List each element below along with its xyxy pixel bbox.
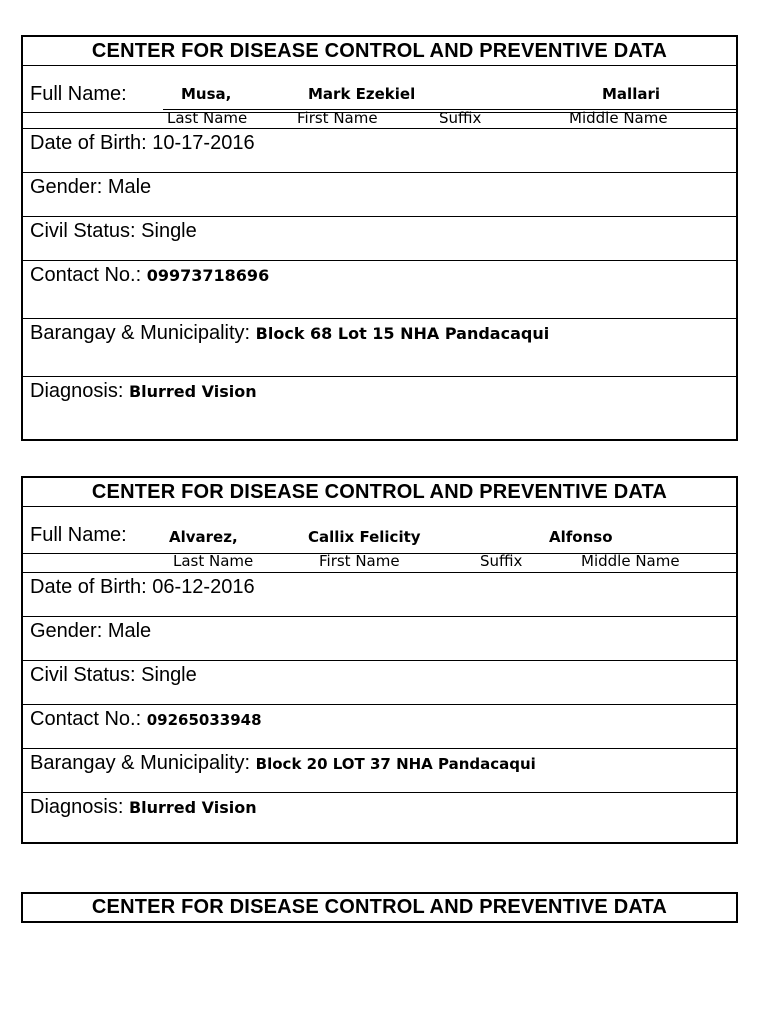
full-name-row <box>23 66 736 113</box>
date-of-birth-row <box>23 573 736 617</box>
diagnosis-label: Diagnosis: <box>30 380 124 402</box>
middle-name-value: Mallari <box>602 85 660 103</box>
last-name-caption: Last Name <box>167 109 248 127</box>
name-caption-row <box>23 552 736 573</box>
date-of-birth-field <box>30 131 255 155</box>
last-name-value: Musa, <box>181 85 232 103</box>
first-name-caption: First Name <box>297 109 378 127</box>
last-name-value: Alvarez, <box>169 528 238 546</box>
gender-value: Male <box>107 176 152 198</box>
record-title: CENTER FOR DISEASE CONTROL AND PREVENTIVE DATA <box>91 896 668 918</box>
date-of-birth-value: 06-12-2016 <box>152 576 255 598</box>
address-label: Barangay & Municipality: <box>30 322 251 344</box>
address-value: Block 68 Lot 15 NHA Pandacaqui <box>255 324 550 343</box>
gender-field <box>30 175 151 199</box>
patient-record-card-2 <box>21 476 738 844</box>
address-label: Barangay & Municipality: <box>30 752 251 774</box>
contact-label: Contact No.: <box>30 708 142 730</box>
full-name-label: Full Name: <box>30 83 127 105</box>
address-row <box>23 319 736 377</box>
gender-row <box>23 617 736 661</box>
full-name-label: Full Name: <box>30 524 127 546</box>
gender-label: Gender: <box>30 620 103 642</box>
contact-field <box>30 707 262 732</box>
first-name-value: Callix Felicity <box>308 528 421 546</box>
civil-status-value: Single <box>141 664 197 686</box>
last-name-caption: Last Name <box>173 552 254 570</box>
contact-field <box>30 263 269 288</box>
civil-status-row <box>23 661 736 705</box>
contact-value: 09265033948 <box>146 711 262 729</box>
civil-status-field <box>30 663 197 687</box>
date-of-birth-row <box>23 129 736 173</box>
gender-label: Gender: <box>30 176 103 198</box>
date-of-birth-field <box>30 575 255 599</box>
record-title: CENTER FOR DISEASE CONTROL AND PREVENTIVE DATA <box>23 37 736 66</box>
full-name-row <box>23 507 736 554</box>
contact-value: 09973718696 <box>146 266 270 285</box>
diagnosis-value: Blurred Vision <box>128 382 257 401</box>
address-field <box>30 751 536 776</box>
suffix-caption: Suffix <box>480 552 523 570</box>
diagnosis-field <box>30 379 257 404</box>
civil-status-value: Single <box>141 220 197 242</box>
civil-status-row <box>23 217 736 261</box>
patient-record-card-3 <box>21 892 738 923</box>
middle-name-value: Alfonso <box>549 528 613 546</box>
civil-status-label: Civil Status: <box>30 664 136 686</box>
address-row <box>23 749 736 793</box>
address-value: Block 20 LOT 37 NHA Pandacaqui <box>255 755 536 773</box>
gender-value: Male <box>107 620 152 642</box>
name-caption-row <box>23 109 736 129</box>
diagnosis-row <box>23 377 736 435</box>
date-of-birth-value: 10-17-2016 <box>152 132 255 154</box>
gender-row <box>23 173 736 217</box>
middle-name-caption: Middle Name <box>569 109 668 127</box>
suffix-caption: Suffix <box>439 109 482 127</box>
diagnosis-row <box>23 793 736 839</box>
patient-record-card-1 <box>21 35 738 441</box>
gender-field <box>30 619 151 643</box>
diagnosis-value: Blurred Vision <box>128 798 257 817</box>
first-name-value: Mark Ezekiel <box>308 85 416 103</box>
civil-status-label: Civil Status: <box>30 220 136 242</box>
date-of-birth-label: Date of Birth: <box>30 576 147 598</box>
date-of-birth-label: Date of Birth: <box>30 132 147 154</box>
contact-row <box>23 705 736 749</box>
address-field <box>30 321 549 346</box>
record-title: CENTER FOR DISEASE CONTROL AND PREVENTIVE DATA <box>23 478 736 507</box>
civil-status-field <box>30 219 197 243</box>
first-name-caption: First Name <box>319 552 400 570</box>
contact-row <box>23 261 736 319</box>
diagnosis-label: Diagnosis: <box>30 796 124 818</box>
contact-label: Contact No.: <box>30 264 142 286</box>
middle-name-caption: Middle Name <box>581 552 680 570</box>
diagnosis-field <box>30 795 257 820</box>
